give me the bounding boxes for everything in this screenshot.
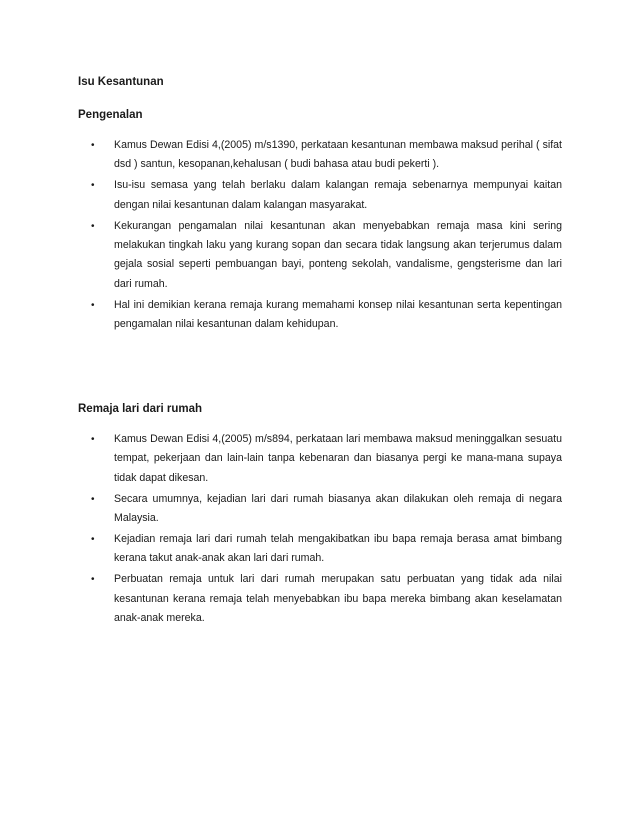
list-item-text: Isu-isu semasa yang telah berlaku dalam kalangan remaja sebenarnya mempunyai kaitan dengan nilai kesantunan dalam kalangan masyarakat. <box>114 179 562 211</box>
section-heading-remaja-lari: Remaja lari dari rumah <box>78 403 202 415</box>
list-item-text: Kekurangan pengamalan nilai kesantunan akan menyebabkan remaja masa kini sering melakukan tingkah laku yang kurang sopan dan secara tidak langsung akan terjerumus dalam gejala sosial seperti pembuangan bayi, ponteng sekolah, vandalisme, gengsterisme dan lari dari rumah. <box>114 219 562 290</box>
list-item <box>0 490 562 529</box>
list-item <box>0 570 562 628</box>
list-item <box>0 217 562 295</box>
document-title: Isu Kesantunan <box>78 76 164 88</box>
bullet-icon: • <box>91 220 95 232</box>
section-heading-pengenalan: Pengenalan <box>78 109 143 121</box>
list-item-text: Secara umumnya, kejadian lari dari rumah biasanya akan dilakukan oleh remaja di negara Malaysia. <box>114 492 562 525</box>
list-item <box>0 430 562 488</box>
bullet-icon: • <box>91 434 95 445</box>
bullet-icon: • <box>91 574 95 586</box>
list-item-text: Kamus Dewan Edisi 4,(2005) m/s1390, perkataan kesantunan membawa maksud perihal ( sifat dsd ) santun, kesopanan,kehalusan ( budi bahasa atau budi pekerti ). <box>114 139 562 171</box>
bullet-icon: • <box>91 299 95 311</box>
bullet-icon: • <box>91 180 95 192</box>
list-item-text: Hal ini demikian kerana remaja kurang memahami konsep nilai kesantunan serta kepentingan pengamalan nilai kesantunan dalam kehidupan. <box>114 298 562 331</box>
list-item-text: Perbuatan remaja untuk lari dari rumah merupakan satu perbuatan yang tidak ada nilai kesantunan kerana remaja telah menyebabkan ibu bapa mereka bimbang akan keselamatan anak-anak mereka. <box>114 573 562 625</box>
bullet-list-remaja-lari <box>0 430 638 630</box>
bullet-list-pengenalan <box>0 136 638 336</box>
bullet-icon: • <box>91 534 95 546</box>
bullet-icon: • <box>91 493 95 505</box>
list-item <box>0 530 562 569</box>
list-item <box>0 136 562 175</box>
bullet-icon: • <box>91 140 95 151</box>
list-item-text: Kamus Dewan Edisi 4,(2005) m/s894, perkataan lari membawa maksud meninggalkan sesuatu tempat, pekerjaan dan lain-lain tanpa kebenaran dan biasanya pergi ke mana-mana supaya tidak dapat dikesan. <box>114 433 562 484</box>
list-item-text: Kejadian remaja lari dari rumah telah mengakibatkan ibu bapa remaja berasa amat bimbang kerana takut anak-anak akan lari dari rumah. <box>114 533 562 565</box>
list-item <box>0 296 562 335</box>
list-item <box>0 176 562 215</box>
